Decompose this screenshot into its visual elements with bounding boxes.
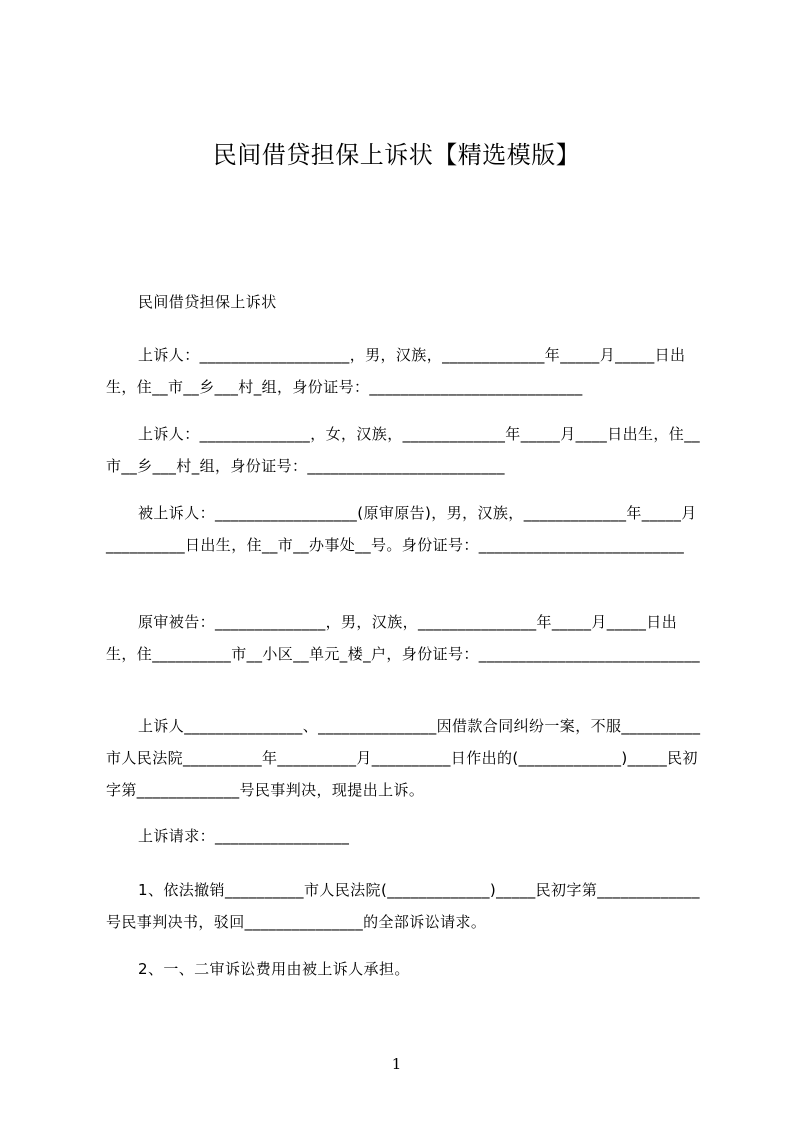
appellant-1-paragraph: 上诉人：___________________，男，汉族，_____________年_____月_____日出生，住__市__乡___村_组，身份证号：___________________________ — [106, 346, 686, 396]
document-heading: 民间借贷担保上诉状 — [138, 293, 277, 311]
appeal-request-item-2: 2、一、二审诉讼费用由被上诉人承担。 — [138, 960, 410, 978]
page-title: 民间借贷担保上诉状【精选模版】 — [212, 141, 581, 169]
original-defendant-paragraph: 原审被告：______________，男，汉族，_______________年_____月_____日出生，住__________市__小区__单元_楼_户，身份证号：____________________________ — [106, 613, 701, 663]
appeal-request-item-1: 1、依法撤销__________市人民法院(_____________)_____民初字第_____________号民事判决书，驳回_______________的全部诉讼请求。 — [106, 881, 700, 931]
case-statement-paragraph: 上诉人_______________、_______________因借款合同纠纷一案，不服__________市人民法院__________年__________月__________日作出的(_____________)_____民初字第_____________号民事判决，现提出上诉。 — [106, 717, 701, 799]
page-number: 1 — [391, 1055, 402, 1073]
appeal-request-heading: 上诉请求：_________________ — [138, 827, 350, 845]
appellant-2-paragraph: 上诉人：______________，女，汉族，_____________年_____月____日出生，住__市__乡___村_组，身份证号：_________________________ — [106, 425, 701, 475]
appellee-paragraph: 被上诉人：__________________(原审原告)，男，汉族，_____________年_____月__________日出生，住__市__办事处__号。身份证号：__________________________ — [106, 504, 697, 554]
